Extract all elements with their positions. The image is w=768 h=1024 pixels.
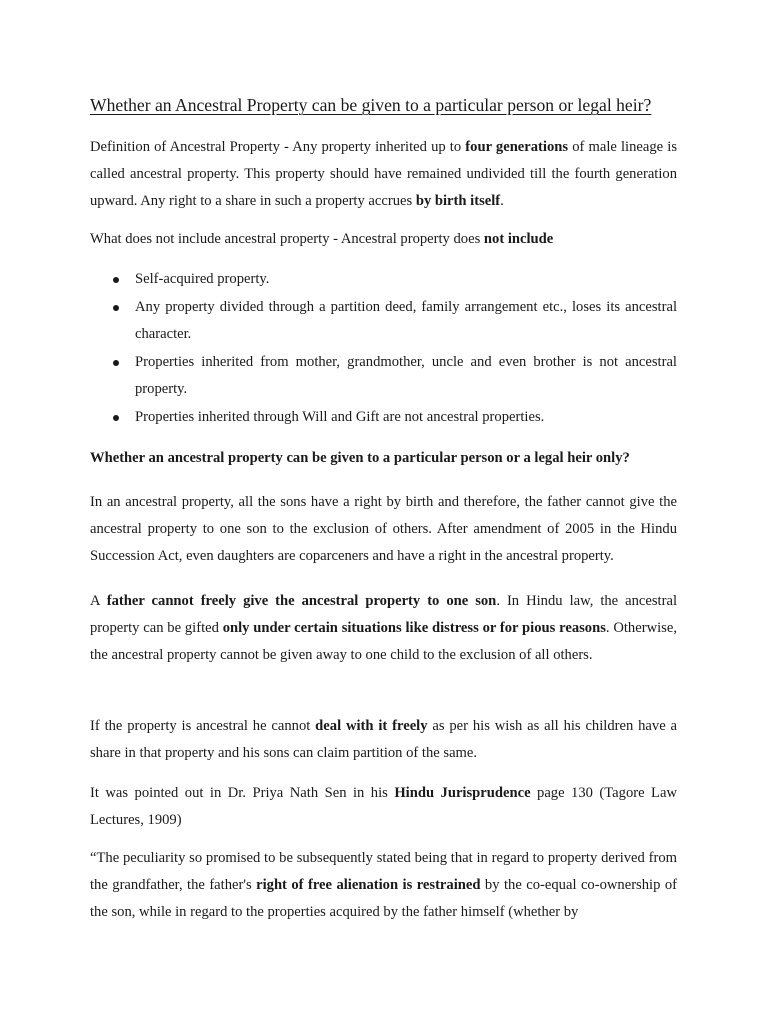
definition-text-1: Definition of Ancestral Property - Any property inherited up to: [90, 139, 466, 155]
list-item-text: Any property divided through a partition deed, family arrangement etc., loses its ancestral character.: [135, 299, 677, 342]
father-text-1: A: [90, 593, 107, 609]
definition-text-3: .: [500, 193, 504, 209]
not-include-paragraph: [90, 226, 677, 253]
deal-text-2: as per his wish as all his children have a share in that property and his sons can claim partition of the same.: [90, 718, 677, 761]
deal-paragraph: [90, 713, 677, 767]
quote-paragraph: [90, 845, 677, 926]
list-item-text: Self-acquired property.: [135, 271, 270, 287]
deal-text-1: If the property is ancestral he cannot: [90, 718, 316, 734]
bullet-icon: [113, 415, 119, 421]
document-title: Whether an Ancestral Property can be given to a particular person or legal heir?: [90, 95, 652, 115]
bullet-icon: [113, 305, 119, 311]
father-bold-1: father cannot freely give the ancestral property to one son: [106, 593, 497, 609]
list-item-text: Properties inherited from mother, grandmother, uncle and even brother is not ancestral property.: [135, 354, 677, 397]
bullet-icon: [113, 277, 119, 283]
definition-bold-1: four generations: [465, 139, 569, 155]
not-include-bold: not include: [483, 231, 554, 247]
deal-bold: deal with it freely: [315, 718, 428, 734]
definition-paragraph: [90, 134, 677, 215]
definition-text-2: of male lineage is called ancestral property. This property should have remained undivided till the fourth generation upward. Any right to a share in such a property accrues: [90, 139, 678, 209]
not-include-text: What does not include ancestral property - Ancestral property does: [90, 231, 484, 247]
list-item: [90, 294, 677, 348]
exclusions-list: [90, 266, 677, 432]
father-text-2: . In Hindu law, the ancestral property can be gifted: [90, 593, 677, 636]
question-heading: Whether an ancestral property can be given to a particular person or a legal heir only?: [90, 450, 630, 466]
priya-text-2: page 130 (Tagore Law Lectures, 1909): [90, 785, 677, 828]
quote-text-1: “The peculiarity so promised to be subsequently stated being that in regard to property derived from the grandfather, the father's: [90, 850, 677, 893]
list-item: [90, 404, 677, 431]
list-item: [90, 266, 677, 293]
list-item-text: Properties inherited through Will and Gift are not ancestral properties.: [135, 409, 545, 425]
priya-bold: Hindu Jurisprudence: [394, 785, 531, 801]
priya-text-1: It was pointed out in Dr. Priya Nath Sen in his: [90, 785, 395, 801]
definition-bold-2: by birth itself: [415, 193, 501, 209]
father-bold-2: only under certain situations like distress or for pious reasons: [222, 620, 606, 636]
father-paragraph: [90, 588, 677, 669]
priya-paragraph: [90, 780, 677, 834]
quote-text-2: by the co-equal co-ownership of the son, while in regard to the properties acquired by the father himself (whether by: [90, 877, 677, 920]
sons-paragraph: In an ancestral property, all the sons have a right by birth and therefore, the father cannot give the ancestral property to one son to the exclusion of others. After amendment of 2005 in the Hindu Succession Act, even daughters are coparceners and have a right in the ancestral property.: [90, 494, 677, 564]
father-text-3: . Otherwise, the ancestral property cannot be given away to one child to the exclusion of all others.: [90, 620, 677, 663]
quote-bold: right of free alienation is restrained: [256, 877, 481, 893]
bullet-icon: [113, 360, 119, 366]
list-item: [90, 349, 677, 403]
